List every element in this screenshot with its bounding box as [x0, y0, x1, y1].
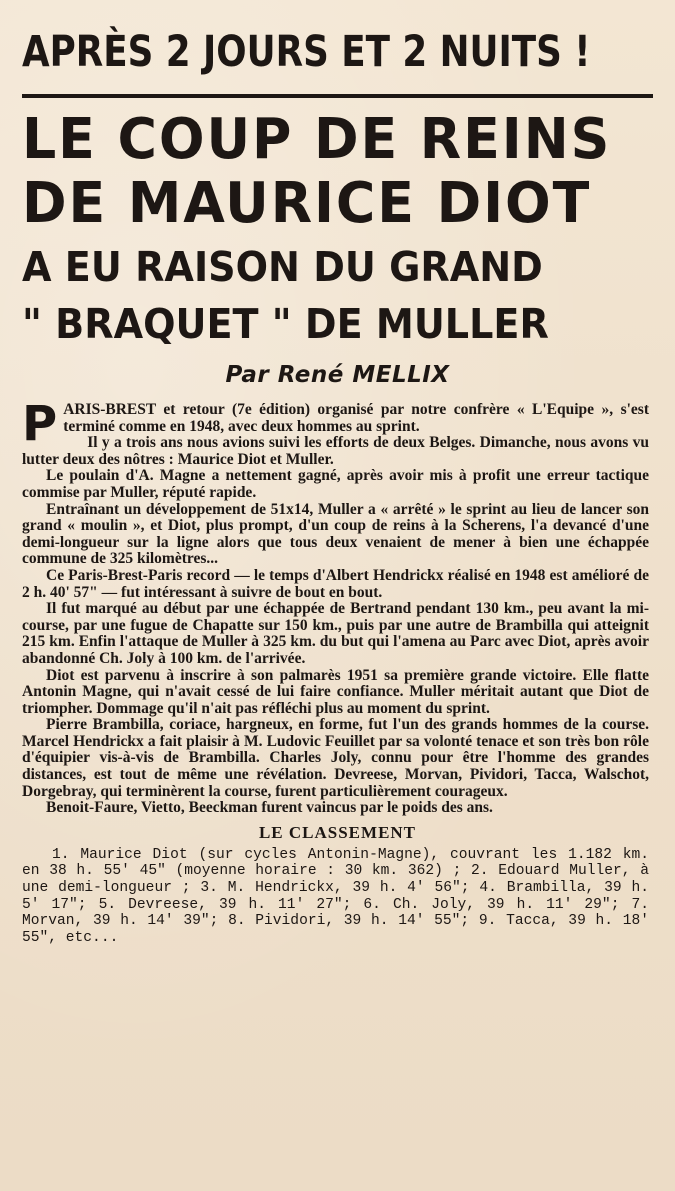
headline-rule: [22, 94, 653, 98]
article-paragraph: Le poulain d'A. Magne a nettement gagné, après avoir mis à profit une erreur tactique commise par Muller, réputé rapide.: [22, 467, 649, 501]
results-text: 1. Maurice Diot (sur cycles Antonin-Magne), couvrant les 1.182 km. en 38 h. 55' 45" (moyenne horaire : 30 km. 362) ; 2. Edouard Muller, à une demi-longueur ; 3. M. Hendrickx, 39 h. 4' 56"; 4. Brambilla, 39 h. 5' 17"; 5. Devreese, 39 h. 11' 27"; 6. Ch. Joly, 39 h. 11' 29"; 7. Morvan, 39 h. 14' 39"; 8. Pividori, 39 h. 14' 55"; 9. Tacca, 39 h. 18' 55", etc...: [22, 846, 649, 946]
article-paragraph: Ce Paris-Brest-Paris record — le temps d'Albert Hendrickx réalisé en 1948 est amélioré de 2 h. 40' 57" — fut intéressant à suivre de bout en bout.: [22, 566, 649, 601]
subheadline-line-1: A EU RAISON DU GRAND: [22, 243, 543, 291]
results-title: LE CLASSEMENT: [258, 822, 417, 842]
results-list: [22, 847, 653, 947]
subheadline-line-2: " BRAQUET " DE MULLER: [22, 300, 549, 348]
paragraph-text: ARIS-BREST et retour (7e édition) organisé par notre confrère « L'Equipe », s'est terminé comme en 1948, avec deux hommes au sprint.: [63, 401, 649, 435]
article-body: [22, 396, 653, 817]
article-paragraph: Benoit-Faure, Vietto, Beeckman furent vaincus par le poids des ans.: [46, 799, 493, 817]
headline-line-2: DE MAURICE DIOT: [22, 171, 592, 236]
article-paragraph: Entraînant un développement de 51x14, Muller a « arrêté » le sprint au lieu de lancer son grand « moulin », et Diot, plus prompt, d'un coup de reins à la Scherens, l'a devancé d'une demi-longueur sur la ligne alors que tous deux venaient de mener à bien une échappée commune de 325 kilomètres...: [22, 500, 649, 568]
kicker-headline: APRÈS 2 JOURS ET 2 NUITS !: [22, 27, 591, 77]
article-paragraph: Il fut marqué au début par une échappée de Bertrand pendant 130 km., peu avant la mi-course, par une fugue de Chapatte sur 150 km., puis par une autre de Brambilla qui atteignit 215 km. Enfin l'attaque de Muller à 325 km. du but qui l'amena au Parc avec Diot, après avoir abandonné Ch. Joly à 100 km. de l'arrivée.: [22, 600, 649, 667]
article-paragraph: Diot est parvenu à inscrire à son palmarès 1951 sa première grande victoire. Elle flatte Antonin Magne, qui n'avait cessé de lui faire confiance. Muller méritait autant que Diot de triompher. Dommage qu'il n'ait pas réfléchi plus au moment du sprint.: [22, 666, 649, 717]
article-paragraph: Pierre Brambilla, coriace, hargneux, en forme, fut l'un des grands hommes de la course. Marcel Hendrickx a fait plaisir à M. Ludovic Feuillet par sa volonté tenace et son très bon rôle d'équipier vis-à-vis de Brambilla. Charles Joly, connu pour être l'homme des grandes distances, est tout de même une révélation. Devreese, Morvan, Pividori, Tacca, Walschot, Dorgebray, qui terminèrent la course, furent particulièrement courageux.: [22, 716, 649, 800]
drop-cap: P: [22, 396, 58, 452]
headline-line-1: LE COUP DE REINS: [22, 107, 612, 172]
byline: Par René MELLIX: [225, 362, 450, 388]
article-paragraph: Il y a trois ans nous avions suivi les efforts de deux Belges. Dimanche, nous avons vu lutter deux des nôtres : Maurice Diot et Muller.: [22, 434, 649, 468]
